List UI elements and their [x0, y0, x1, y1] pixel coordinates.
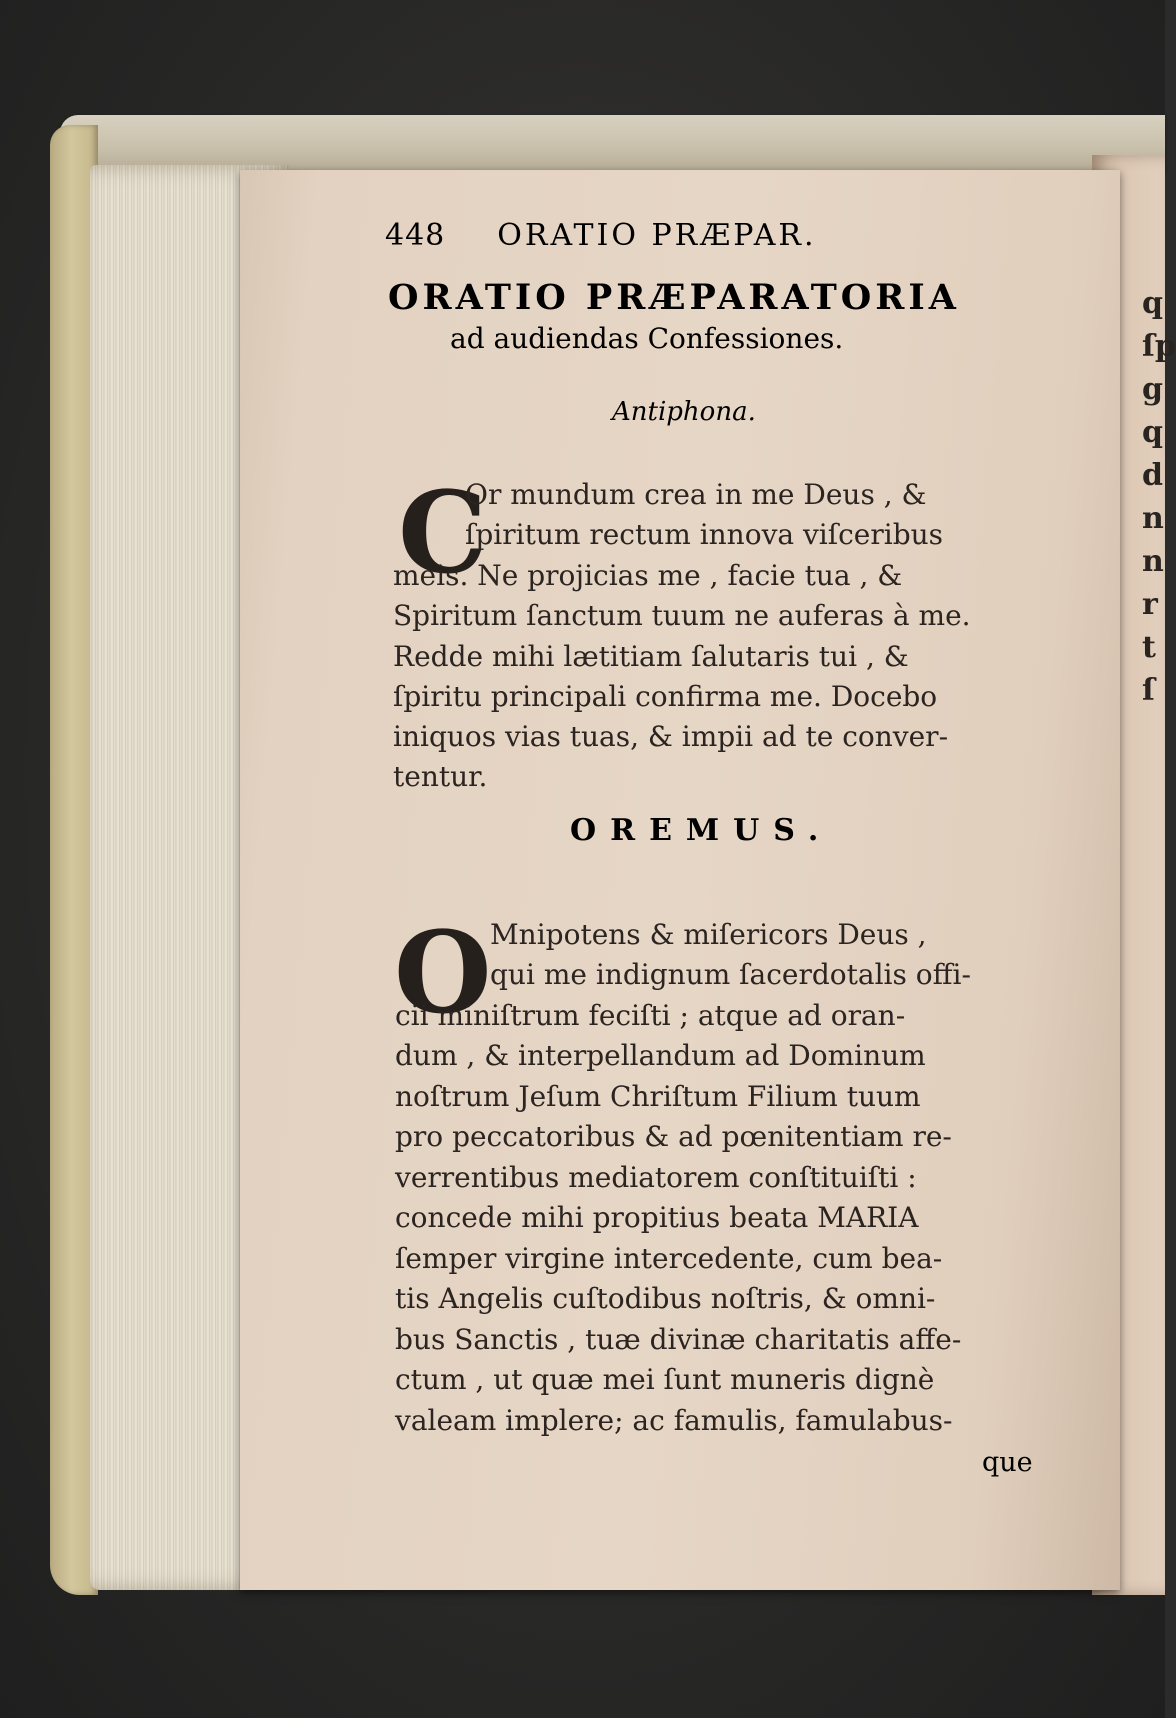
- prayer-line: valeam implere; ac famulis, famulabus-: [395, 1404, 953, 1437]
- antiphon-drop-cap: C: [398, 468, 488, 599]
- facing-fragment: q: [1142, 286, 1163, 321]
- prayer-line: tis Angelis cuſtodibus noſtris, & omni-: [395, 1282, 936, 1315]
- facing-fragment: d: [1142, 458, 1163, 493]
- antiphon-line: iniquos vias tuas, & impii ad te conver-: [393, 720, 949, 753]
- section-title: ORATIO PRÆPARATORIA: [388, 277, 960, 318]
- running-header: [385, 218, 817, 253]
- prayer-line: qui me indignum ſacerdotalis offi-: [490, 958, 971, 991]
- antiphon-line: tentur.: [393, 760, 488, 793]
- antiphon-line: Spiritum ſanctum tuum ne auferas à me.: [393, 599, 971, 632]
- prayer-line: pro peccatoribus & ad pœnitentiam re-: [395, 1120, 952, 1153]
- facing-fragment: n: [1142, 501, 1164, 536]
- prayer-line: concede mihi propitius beata MARIA: [395, 1201, 919, 1234]
- facing-fragment: ſ: [1142, 673, 1155, 708]
- prayer-line: verrentibus mediatorem conſtituiſti :: [395, 1161, 917, 1194]
- antiphon-label: Antiphona.: [612, 397, 756, 427]
- prayer-line: ctum , ut quæ mei ſunt muneris dignè: [395, 1363, 935, 1396]
- antiphon-line: ſpiritum rectum innova viſceribus: [465, 518, 944, 551]
- antiphon-line: Redde mihi lætitiam ſalutaris tui , &: [393, 640, 909, 673]
- running-title: ORATIO PRÆPAR.: [497, 218, 817, 253]
- prayer-drop-cap: O: [394, 908, 492, 1039]
- antiphon-line: meis. Ne projicias me , facie tua , &: [393, 559, 903, 592]
- section-subtitle: ad audiendas Confessiones.: [450, 322, 844, 355]
- antiphon-line: ſpiritu principali confirma me. Docebo: [393, 680, 938, 713]
- facing-fragment: n: [1142, 544, 1164, 579]
- facing-fragment: r: [1142, 587, 1158, 622]
- facing-fragment: t: [1142, 630, 1156, 665]
- antiphon-line: Or mundum crea in me Deus , &: [465, 478, 927, 511]
- facing-fragment: g: [1142, 372, 1163, 407]
- prayer-line: noſtrum Jeſum Chriſtum Filium tuum: [395, 1080, 921, 1113]
- prayer-line: Mnipotens & miſericors Deus ,: [490, 918, 927, 951]
- book-cover-top: [60, 115, 1165, 170]
- oremus-heading: OREMUS.: [570, 813, 833, 848]
- prayer-line: bus Sanctis , tuæ divinæ charitatis affe-: [395, 1323, 962, 1356]
- catchword: que: [982, 1447, 1033, 1478]
- page-number: 448: [385, 218, 446, 253]
- prayer-line: dum , & interpellandum ad Dominum: [395, 1039, 926, 1072]
- facing-fragment: q: [1142, 415, 1163, 450]
- facing-fragment: ſp: [1142, 329, 1176, 364]
- prayer-line: ſemper virgine intercedente, cum bea-: [395, 1242, 943, 1275]
- prayer-line: cii miniſtrum feciſti ; atque ad oran-: [395, 999, 906, 1032]
- facing-page-fragments: [1142, 282, 1176, 712]
